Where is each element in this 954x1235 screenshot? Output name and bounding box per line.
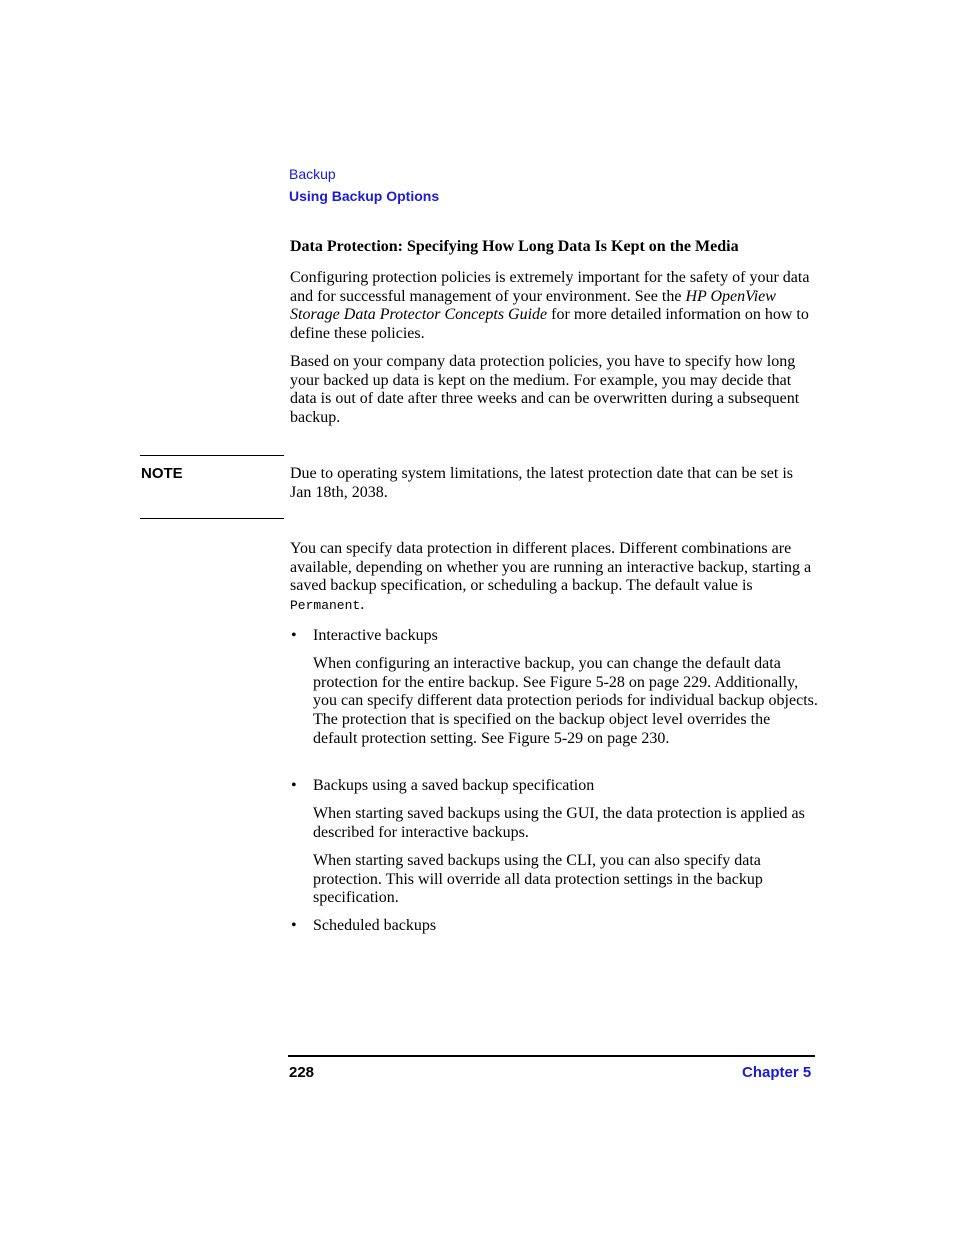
bullet-marker-1: • bbox=[291, 627, 297, 644]
note-top-divider bbox=[140, 455, 284, 456]
intro-text-after: for more detailed information on how to define these policies. bbox=[290, 306, 809, 343]
breadcrumb-subsection[interactable]: Using Backup Options bbox=[289, 188, 440, 204]
concepts-guide-reference: HP OpenView Storage Data Protector Concepts Guide bbox=[290, 287, 776, 324]
intro-text-before: Configuring protection policies is extremely important for the safety of your data and for successful management of your environment. See the bbox=[290, 269, 810, 305]
protection-places-paragraph bbox=[290, 540, 816, 616]
protection-places-suffix: . bbox=[360, 596, 365, 614]
bullet-marker-3: • bbox=[291, 917, 297, 934]
note-label: NOTE bbox=[141, 465, 183, 482]
footer-divider bbox=[288, 1055, 815, 1057]
section-heading: Data Protection: Specifying How Long Data Is Kept on the Media bbox=[290, 238, 739, 255]
saved-backups-cli-description: When starting saved backups using the CLI, you can also specify data protection. This will override all data protection settings in the backup specification. bbox=[313, 852, 763, 907]
interactive-backups-description: When configuring an interactive backup, you can change the default data protection for the entire backup. See Figure 5-28 on page 229. Additionally, you can specify different data protection periods for individual backup objects. The protection that is specified on the backup object level overrides the default protection setting. See Figure 5-29 on page 230. bbox=[313, 655, 818, 747]
note-bottom-divider bbox=[140, 518, 284, 519]
bullet-interactive-backups: Interactive backups bbox=[313, 627, 438, 644]
intro-paragraph-2: Based on your company data protection policies, you have to specify how long your backed up data is kept on the medium. For example, you may decide that data is out of date after three weeks and can be overwritten during a subsequent backup. bbox=[290, 353, 800, 427]
breadcrumb-section[interactable]: Backup bbox=[289, 166, 336, 182]
intro-paragraph-1 bbox=[290, 269, 816, 344]
protection-places-text: You can specify data protection in different places. Different combinations are available, depending on whether you are running an interactive backup, starting a saved backup specification, or scheduling a backup. The default value is bbox=[290, 540, 812, 595]
saved-backups-gui-description: When starting saved backups using the GUI, the data protection is applied as described for interactive backups. bbox=[313, 805, 805, 841]
chapter-link[interactable]: Chapter 5 bbox=[742, 1064, 812, 1081]
bullet-saved-backup-spec: Backups using a saved backup specification bbox=[313, 777, 595, 794]
bullet-marker-2: • bbox=[291, 777, 297, 794]
bullet-scheduled-backups: Scheduled backups bbox=[313, 917, 437, 934]
note-text: Due to operating system limitations, the latest protection date that can be set is Jan 18th, 2038. bbox=[290, 465, 793, 501]
default-value-code: Permanent bbox=[290, 598, 361, 614]
page-number: 228 bbox=[289, 1064, 315, 1081]
